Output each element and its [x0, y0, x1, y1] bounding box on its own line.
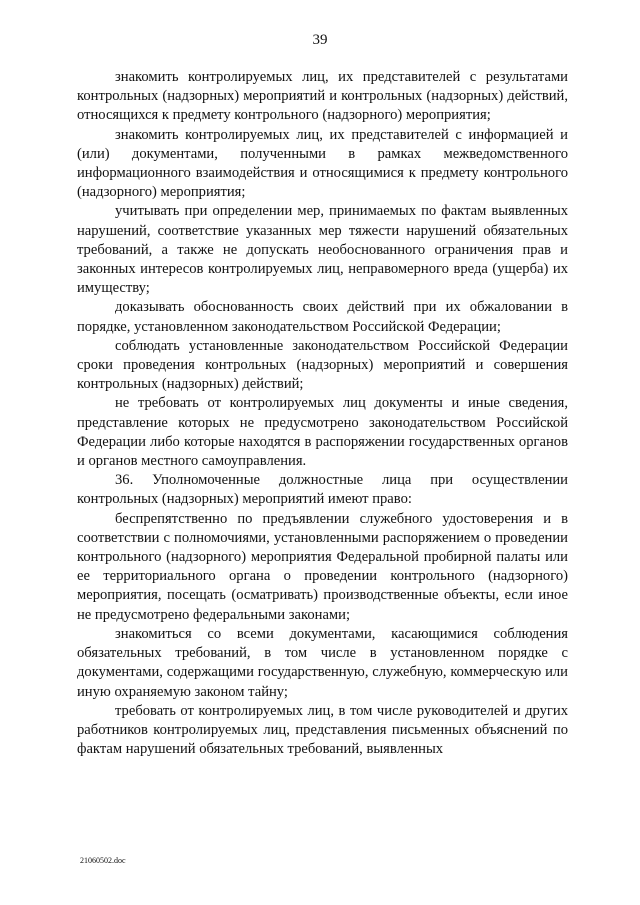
paragraph: не требовать от контролируемых лиц документы и иные сведения, представление которых не предусмотрено законодательством Российской Федерации либо которые находятся в распоряжении государственных органов и органов местного самоуправления. [77, 395, 568, 470]
paragraph: беспрепятственно по предъявлении служебного удостоверения и в соответствии с полномочиями, установленными распоряжением о проведении контрольного (надзорного) мероприятия Федеральной пробирной палаты или ее территориального органа о проведении контрольного (надзорного) мероприятия, посещать (осматривать) производственные объекты, если иное не предусмотрено федеральными законами; [77, 510, 568, 623]
paragraph: знакомиться со всеми документами, касающимися соблюдения обязательных требований, в том числе в установленном порядке с документами, содержащими государственную, служебную, коммерческую или иную охраняемую законом тайну; [77, 625, 568, 700]
paragraph: знакомить контролируемых лиц, их представителей с результатами контрольных (надзорных) мероприятий и контрольных (надзорных) действий, относящихся к предмету контрольного (надзорного) мероприятия; [77, 69, 568, 124]
footer-filename: 21060502.doc [80, 856, 126, 865]
paragraph: учитывать при определении мер, принимаемых по фактам выявленных нарушений, соответствие указанных мер тяжести нарушений обязательных требований, а также не допускать необоснованного ограничения прав и законных интересов контролируемых лиц, неправомерного вреда (ущерба) их имуществу; [77, 203, 568, 297]
document-body [77, 68, 568, 759]
paragraph: соблюдать установленные законодательством Российской Федерации сроки проведения контрольных (надзорных) мероприятий и совершения контрольных (надзорных) действий; [77, 337, 568, 393]
paragraph: требовать от контролируемых лиц, в том числе руководителей и других работников контролируемых лиц, представления письменных объяснений по фактам нарушений обязательных требований, выявленных [77, 702, 568, 758]
page-number: 39 [312, 32, 328, 48]
paragraph: знакомить контролируемых лиц, их представителей с информацией и (или) документами, полученными в рамках межведомственного информационного взаимодействия и относящимися к предмету контрольного (надзорного) мероприятия; [77, 126, 568, 201]
paragraph: доказывать обоснованность своих действий при их обжаловании в порядке, установленном законодательством Российской Федерации; [77, 299, 568, 335]
paragraph-clause-36: 36. Уполномоченные должностные лица при осуществлении контрольных (надзорных) мероприятий имеют право: [77, 472, 568, 508]
